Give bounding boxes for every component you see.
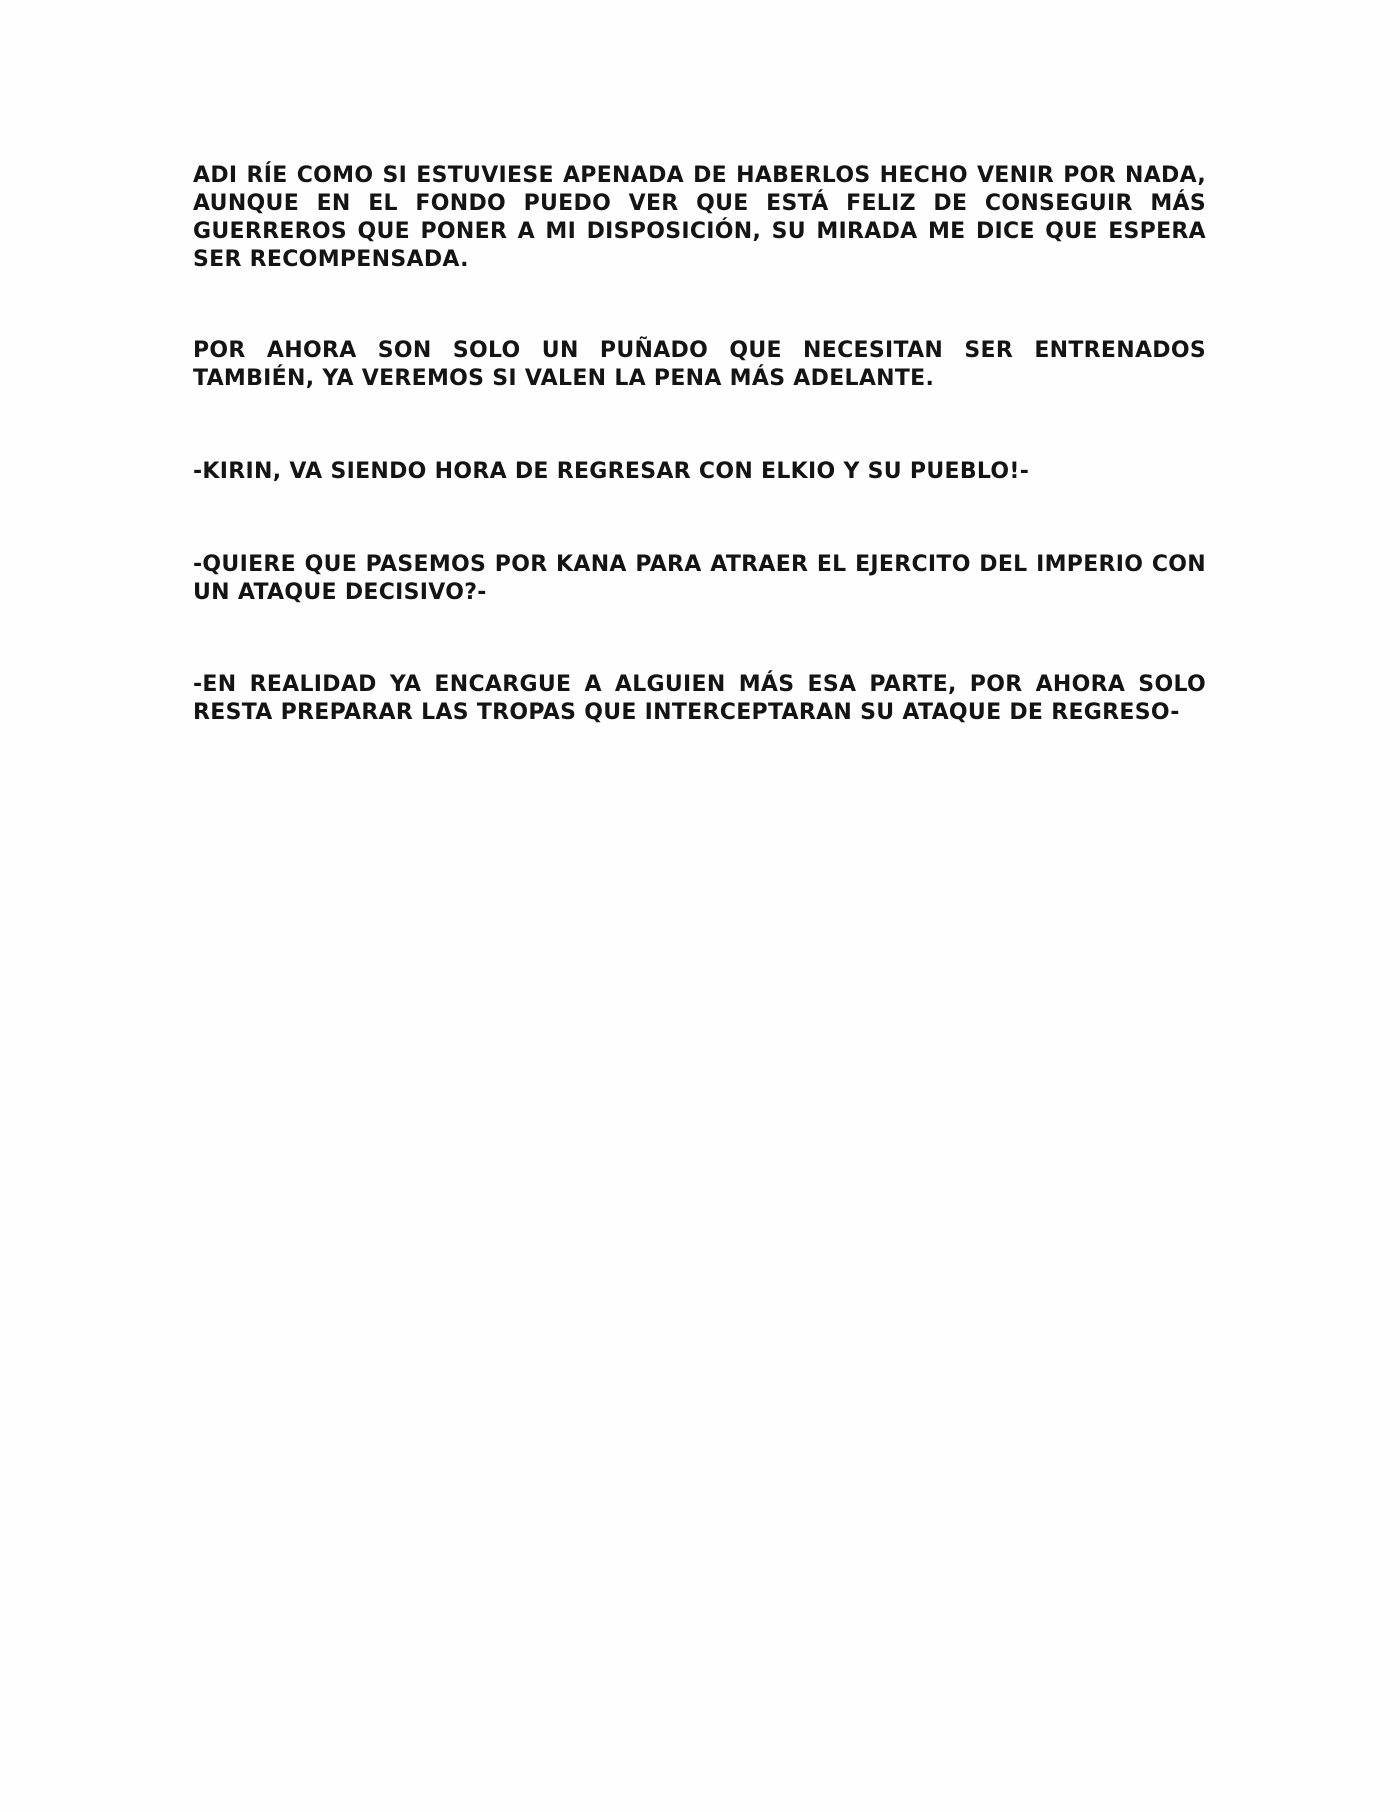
paragraph-dialogue-kirin: -KIRIN, VA SIENDO HORA DE REGRESAR CON ELKIO Y SU PUEBLO!- [193,459,1030,484]
paragraph-narration-adi: ADI RÍE COMO SI ESTUVIESE APENADA DE HABERLOS HECHO VENIR POR NADA, AUNQUE EN EL FONDO PUEDO VER QUE ESTÁ FELIZ DE CONSEGUIR MÁS GUERREROS QUE PONER A MI DISPOSICIÓN, SU MIRADA ME DICE QUE ESPERA SER RECOMPENSADA. [193,163,1206,272]
paragraph-narration-recruits: POR AHORA SON SOLO UN PUÑADO QUE NECESITAN SER ENTRENADOS TAMBIÉN, YA VEREMOS SI VALEN LA PENA MÁS ADELANTE. [193,338,1206,391]
paragraph-dialogue-troops: -EN REALIDAD YA ENCARGUE A ALGUIEN MÁS ESA PARTE, POR AHORA SOLO RESTA PREPARAR LAS TROPAS QUE INTERCEPTARAN SU ATAQUE DE REGRESO- [193,672,1206,725]
paragraph-dialogue-kana: -QUIERE QUE PASEMOS POR KANA PARA ATRAER EL EJERCITO DEL IMPERIO CON UN ATAQUE DECISIVO?- [193,552,1206,605]
